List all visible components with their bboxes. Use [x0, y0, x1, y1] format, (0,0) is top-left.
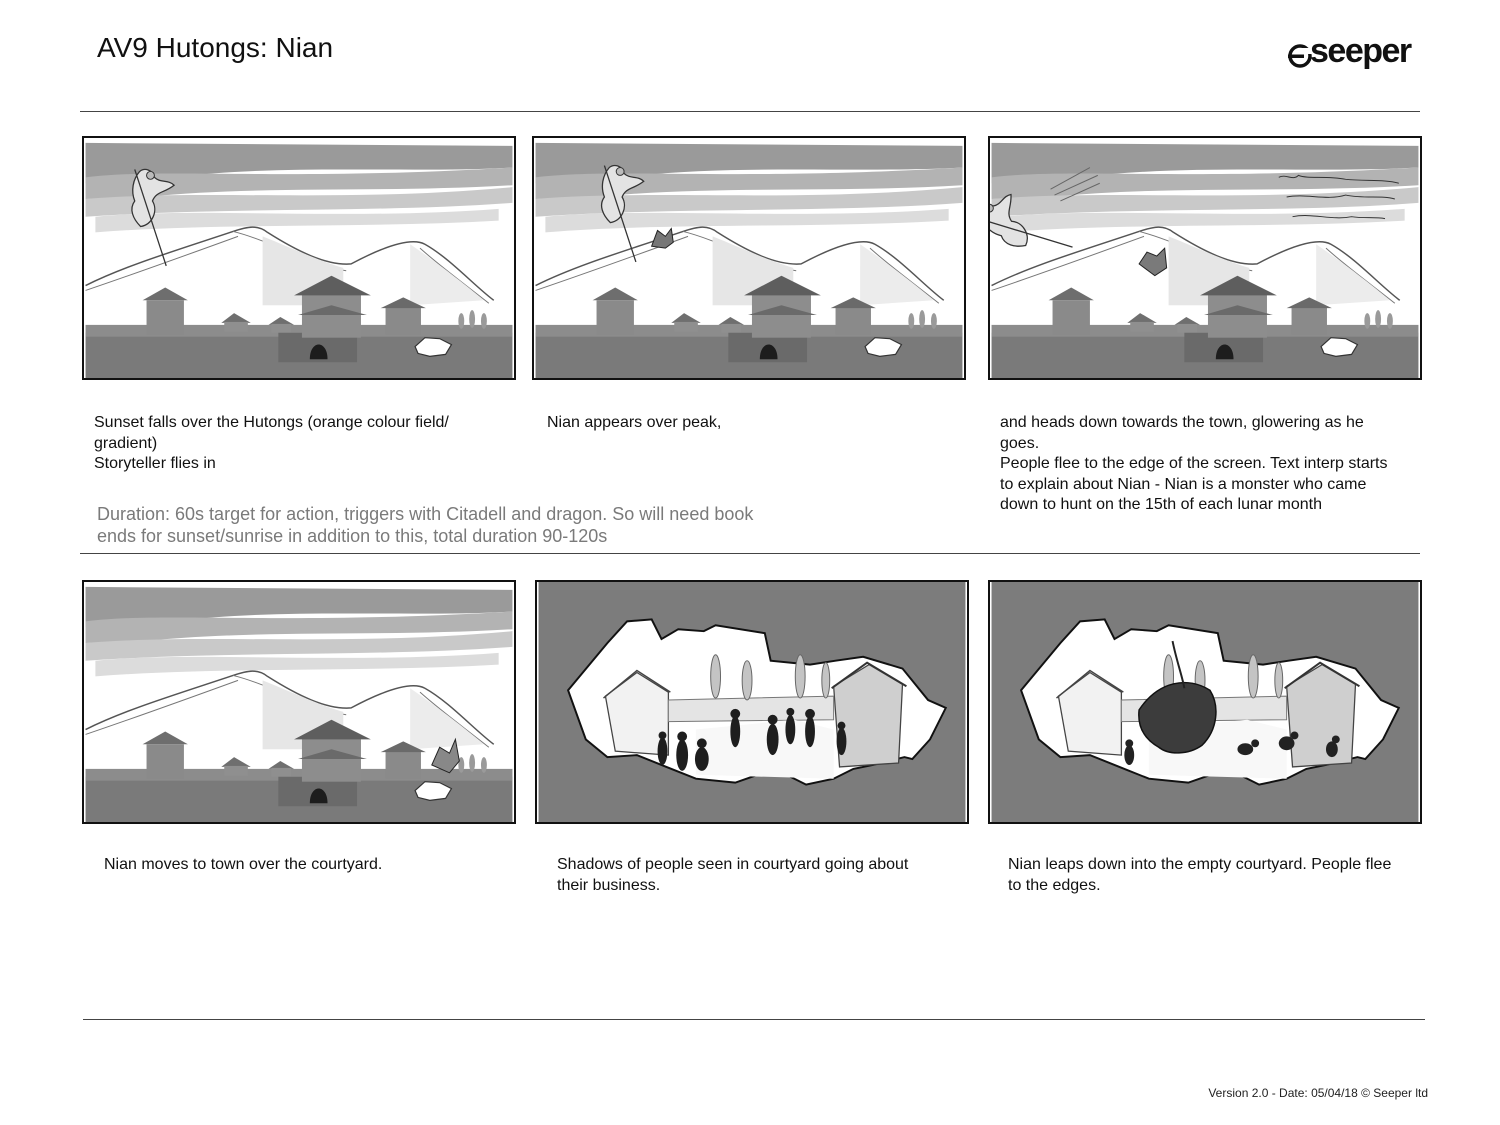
page-title: AV9 Hutongs: Nian	[97, 32, 334, 63]
panel-3-sketch	[990, 138, 1420, 378]
storyboard-panel-5	[535, 580, 969, 824]
panel-4-sketch	[84, 582, 514, 822]
panel-6-caption: Nian leaps down into the empty courtyard. People flee to the edges.	[1008, 856, 1392, 894]
logo-wordmark: seeper	[1310, 32, 1411, 70]
panel-2-sketch	[534, 138, 964, 378]
duration-note: Duration: 60s target for action, triggers with Citadell and dragon. So will need book ends for sunset/sunrise in addition to this, total duration 90-120s	[97, 504, 754, 546]
storyboard-panel-2	[532, 136, 966, 380]
panel-6-sketch	[990, 582, 1420, 822]
panel-1-caption: Sunset falls over the Hutongs (orange colour field/ gradient) Storyteller flies in	[94, 414, 449, 472]
panel-3-caption: and heads down towards the town, glowering as he goes. People flee to the edge of the screen. Text interp starts to explain about Nian - Nian is a monster who came down to hunt on the 15th of each lunar month	[1000, 414, 1388, 513]
panel-5-caption: Shadows of people seen in courtyard going about their business.	[557, 856, 909, 894]
storyboard-panel-6	[988, 580, 1422, 824]
panel-4-caption: Nian moves to town over the courtyard.	[104, 856, 383, 873]
version-footer: Version 2.0 - Date: 05/04/18 © Seeper ltd	[1208, 1086, 1428, 1100]
panel-2-caption: Nian appears over peak,	[547, 414, 722, 431]
seeper-logo	[1288, 32, 1430, 78]
panel-5-sketch	[537, 582, 967, 822]
storyboard-panel-4	[82, 580, 516, 824]
footer-divider	[83, 1019, 1425, 1020]
logo-mark-icon	[1288, 44, 1312, 68]
panel-1-sketch	[84, 138, 514, 378]
row-divider	[80, 553, 1420, 554]
storyboard-panel-1	[82, 136, 516, 380]
header-divider	[80, 111, 1420, 112]
storyboard-panel-3	[988, 136, 1422, 380]
